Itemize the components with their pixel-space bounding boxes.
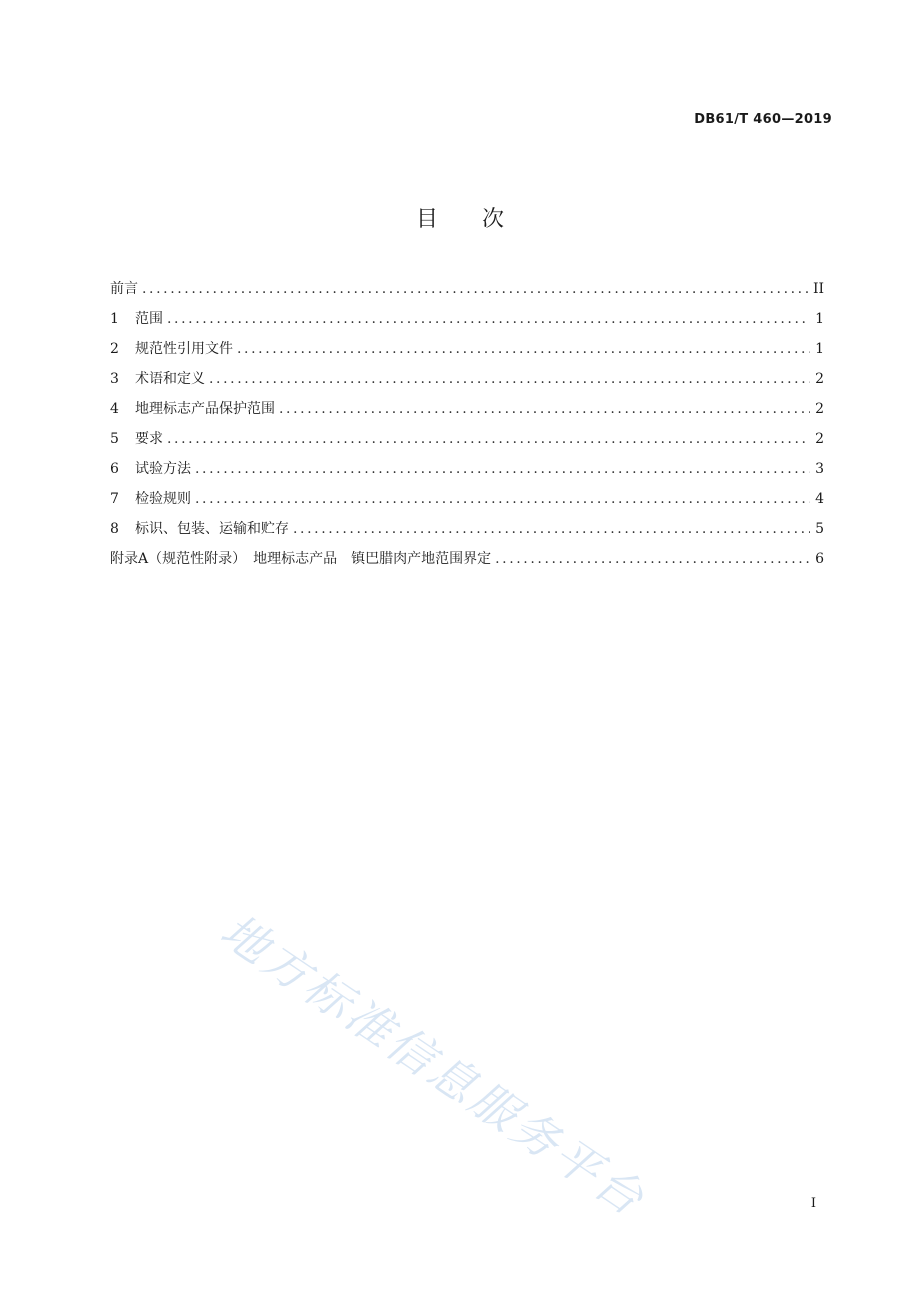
toc-entry-label: 地理标志产品保护范围 [135, 401, 275, 417]
toc-entry-page: 1 [815, 341, 824, 357]
toc-entry-page: II [812, 281, 824, 297]
toc-entry-foreword[interactable] [110, 278, 824, 308]
toc-entry-number: 6 [110, 461, 119, 477]
toc-entry-page: 5 [815, 521, 824, 537]
toc-leader [195, 488, 810, 510]
toc-entry-page: 1 [815, 311, 824, 327]
toc-entry-scope[interactable] [110, 308, 824, 338]
toc-entry-number: 1 [110, 311, 119, 327]
toc-entry-page: 2 [815, 401, 824, 417]
toc-entry-number: 8 [110, 521, 119, 537]
toc-entry-annex-a[interactable] [110, 548, 824, 578]
toc-leader [237, 338, 810, 360]
toc-entry-inspection-rules[interactable] [110, 488, 824, 518]
toc-entry-page: 6 [815, 551, 824, 567]
toc-leader [167, 308, 810, 330]
toc-leader [293, 518, 810, 540]
toc-leader [167, 428, 810, 450]
toc-leader [142, 278, 809, 300]
toc-entry-page: 2 [815, 371, 824, 387]
page-number: I [810, 1196, 816, 1211]
toc-entry-number: 4 [110, 401, 119, 417]
toc-entry-page: 3 [815, 461, 824, 477]
toc-leader [279, 398, 810, 420]
toc-entry-number: 3 [110, 371, 119, 387]
toc-entry-label: 要求 [135, 431, 163, 447]
toc-entry-label: 前言 [110, 281, 138, 297]
toc-leader [209, 368, 810, 390]
toc-entry-test-methods[interactable] [110, 458, 824, 488]
toc-entry-page: 2 [815, 431, 824, 447]
toc-entry-label: 范围 [135, 311, 163, 327]
toc-entry-label: 试验方法 [135, 461, 191, 477]
toc-entry-label: 检验规则 [135, 491, 191, 507]
toc-entry-marking-packaging[interactable] [110, 518, 824, 548]
toc-entry-label: 术语和定义 [135, 371, 205, 387]
toc-entry-label: 附录A（规范性附录） 地理标志产品 镇巴腊肉产地范围界定 [110, 551, 492, 567]
toc-entry-protection-scope[interactable] [110, 398, 824, 428]
toc-leader [195, 458, 810, 480]
toc-entry-label: 规范性引用文件 [135, 341, 233, 357]
toc-entry-number: 2 [110, 341, 119, 357]
toc-list [110, 278, 824, 578]
toc-entry-normative-references[interactable] [110, 338, 824, 368]
toc-entry-requirements[interactable] [110, 428, 824, 458]
toc-entry-number: 7 [110, 491, 119, 507]
toc-entry-number: 5 [110, 431, 119, 447]
standard-code: DB61/T 460—2019 [694, 112, 832, 127]
toc-entry-terms[interactable] [110, 368, 824, 398]
toc-entry-label: 标识、包装、运输和贮存 [135, 521, 289, 537]
watermark: 地方标准信息服务平台 [211, 903, 656, 1228]
toc-leader [495, 548, 810, 570]
toc-entry-page: 4 [815, 491, 824, 507]
toc-title: 目次 [415, 207, 548, 232]
